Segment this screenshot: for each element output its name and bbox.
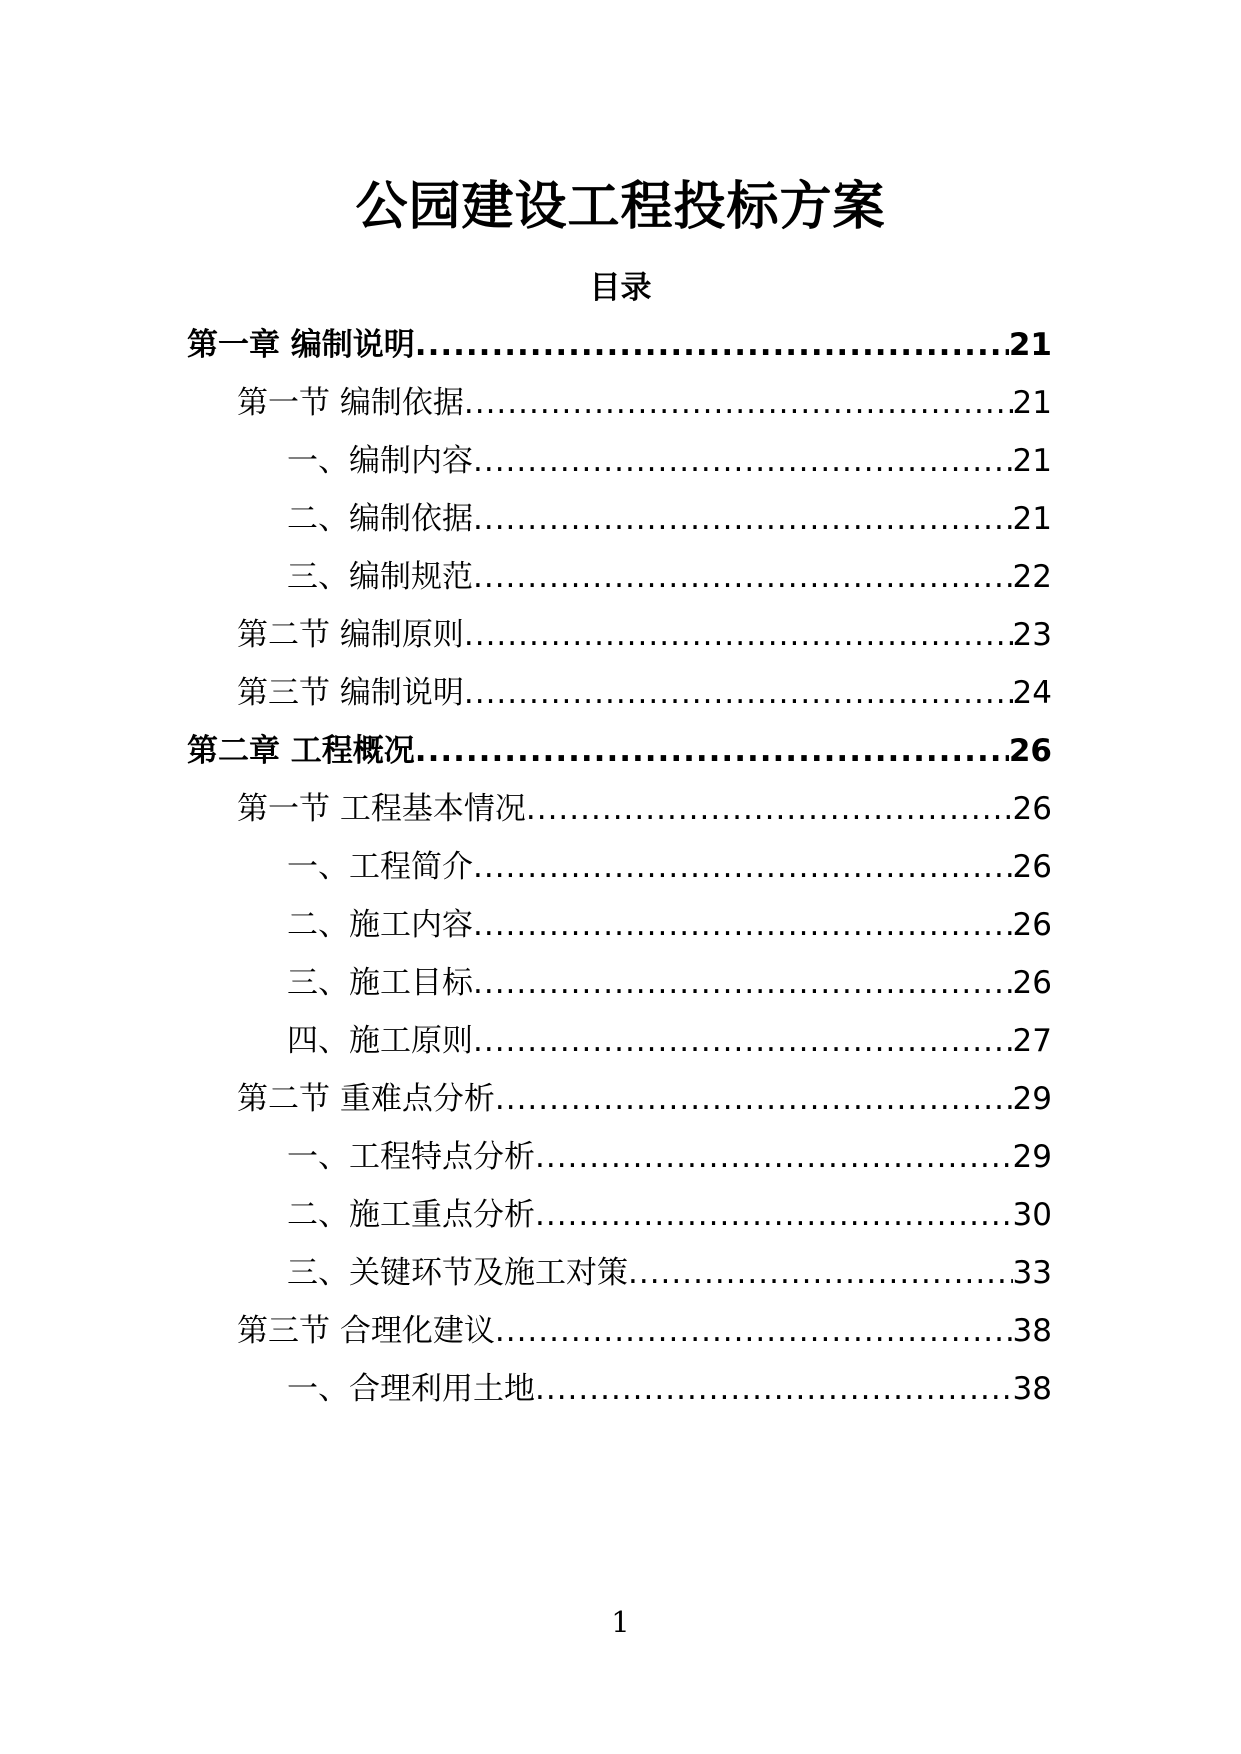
toc-entry-subsection[interactable] xyxy=(287,439,1052,483)
toc-entry-title: 第二章 工程概况 xyxy=(187,733,415,769)
toc-entry-page: 27 xyxy=(1012,1023,1052,1059)
dot-leader xyxy=(473,845,1013,889)
toc-entry-title: 三、关键环节及施工对策 xyxy=(287,1255,628,1291)
dot-leader xyxy=(495,1309,1013,1353)
toc-entry-section[interactable] xyxy=(237,787,1052,831)
toc-entry-subsection[interactable] xyxy=(287,555,1052,599)
toc-entry-page: 24 xyxy=(1012,675,1052,711)
toc-entry-page: 21 xyxy=(1012,443,1052,479)
dot-leader xyxy=(526,787,1013,831)
toc-entry-title: 第一章 编制说明 xyxy=(187,327,415,363)
toc-entry-subsection[interactable] xyxy=(287,1019,1052,1063)
toc-entry-page: 30 xyxy=(1012,1197,1052,1233)
toc-entry-page: 21 xyxy=(1012,501,1052,537)
toc-entry-title: 第二节 编制原则 xyxy=(237,617,464,653)
toc-entry-chapter[interactable] xyxy=(187,729,1052,773)
toc-entry-subsection[interactable] xyxy=(287,903,1052,947)
toc-entry-page: 29 xyxy=(1012,1139,1052,1175)
dot-leader xyxy=(473,555,1013,599)
dot-leader xyxy=(628,1251,1013,1295)
toc-entry-chapter[interactable] xyxy=(187,323,1052,367)
dot-leader xyxy=(415,729,1009,773)
toc-entry-section[interactable] xyxy=(237,1077,1052,1121)
toc-entry-title: 第一节 工程基本情况 xyxy=(237,791,526,827)
toc-entry-title: 第一节 编制依据 xyxy=(237,385,464,421)
toc-entry-page: 26 xyxy=(1012,907,1052,943)
dot-leader xyxy=(473,439,1013,483)
toc-entry-title: 二、编制依据 xyxy=(287,501,473,537)
toc-entry-page: 23 xyxy=(1012,617,1052,653)
dot-leader xyxy=(464,381,1013,425)
toc-entry-title: 二、施工内容 xyxy=(287,907,473,943)
toc-entry-page: 21 xyxy=(1008,327,1052,363)
toc-entry-title: 第三节 编制说明 xyxy=(237,675,464,711)
toc-entry-subsection[interactable] xyxy=(287,1135,1052,1179)
toc-entry-title: 四、施工原则 xyxy=(287,1023,473,1059)
toc-entry-title: 第二节 重难点分析 xyxy=(237,1081,495,1117)
toc-entry-title: 一、编制内容 xyxy=(287,443,473,479)
toc-entry-section[interactable] xyxy=(237,671,1052,715)
toc-entry-subsection[interactable] xyxy=(287,961,1052,1005)
dot-leader xyxy=(464,671,1013,715)
document-title: 公园建设工程投标方案 xyxy=(355,177,886,237)
toc-entry-title: 第三节 合理化建议 xyxy=(237,1313,495,1349)
page-number: 1 xyxy=(611,1605,630,1639)
toc-entry-title: 三、施工目标 xyxy=(287,965,473,1001)
toc-entry-subsection[interactable] xyxy=(287,497,1052,541)
toc-entry-subsection[interactable] xyxy=(287,1367,1052,1411)
toc-entry-page: 22 xyxy=(1012,559,1052,595)
toc-entry-page: 38 xyxy=(1012,1371,1052,1407)
toc-entry-page: 38 xyxy=(1012,1313,1052,1349)
toc-entry-title: 一、工程特点分析 xyxy=(287,1139,535,1175)
toc-entry-page: 26 xyxy=(1012,791,1052,827)
toc-entry-section[interactable] xyxy=(237,381,1052,425)
dot-leader xyxy=(495,1077,1013,1121)
toc-heading: 目录 xyxy=(589,270,652,306)
dot-leader xyxy=(535,1367,1013,1411)
toc-entry-subsection[interactable] xyxy=(287,845,1052,889)
toc-entry-section[interactable] xyxy=(237,613,1052,657)
dot-leader xyxy=(464,613,1013,657)
dot-leader xyxy=(473,1019,1013,1063)
dot-leader xyxy=(535,1135,1013,1179)
toc-entry-page: 21 xyxy=(1012,385,1052,421)
toc-entry-title: 一、工程简介 xyxy=(287,849,473,885)
toc-entry-page: 33 xyxy=(1012,1255,1052,1291)
dot-leader xyxy=(535,1193,1013,1237)
dot-leader xyxy=(473,497,1013,541)
dot-leader xyxy=(473,903,1013,947)
dot-leader xyxy=(473,961,1013,1005)
toc-entry-page: 26 xyxy=(1012,965,1052,1001)
dot-leader xyxy=(415,323,1009,367)
toc-entry-page: 26 xyxy=(1012,849,1052,885)
toc-entry-title: 二、施工重点分析 xyxy=(287,1197,535,1233)
toc-entry-title: 一、合理利用土地 xyxy=(287,1371,535,1407)
toc-entry-section[interactable] xyxy=(237,1309,1052,1353)
toc-entry-title: 三、编制规范 xyxy=(287,559,473,595)
toc-entry-subsection[interactable] xyxy=(287,1251,1052,1295)
toc-entry-page: 26 xyxy=(1008,733,1052,769)
toc-entry-subsection[interactable] xyxy=(287,1193,1052,1237)
toc-entry-page: 29 xyxy=(1012,1081,1052,1117)
